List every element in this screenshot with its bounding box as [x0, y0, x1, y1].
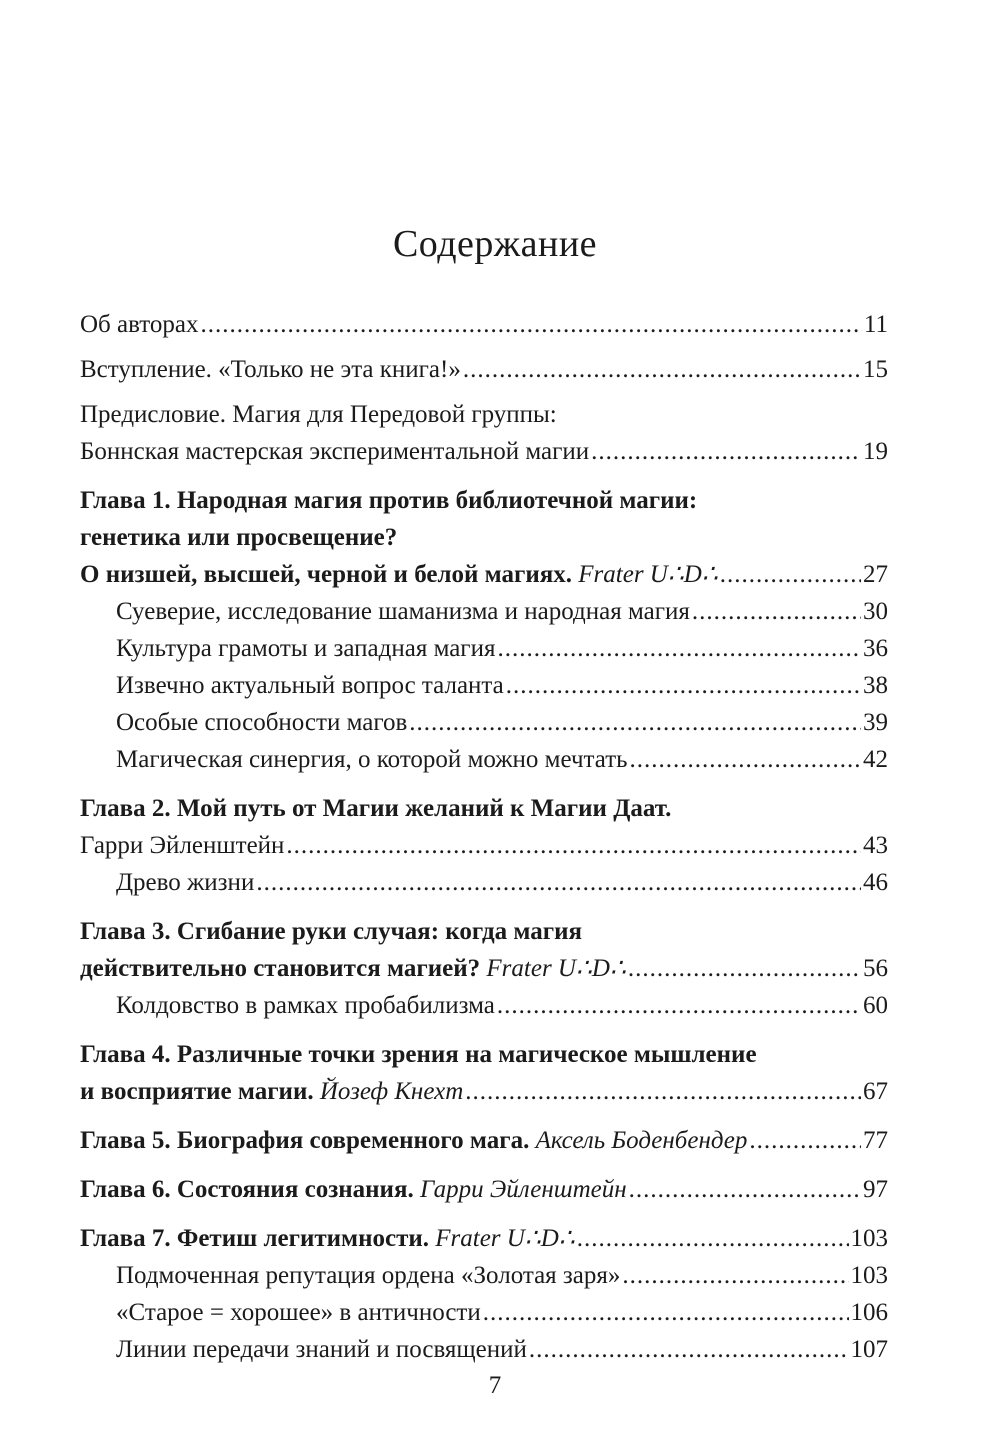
toc-page-number: 39: [863, 709, 888, 736]
chapter-author: Frater U∴D∴: [486, 955, 626, 982]
toc-chapter-2-line1[interactable]: [80, 790, 888, 827]
toc-chapter-3-line2[interactable]: [80, 950, 888, 987]
toc-entry-text: Суеверие, исследование шаманизма и народная магия: [116, 598, 690, 625]
toc-subentry[interactable]: [80, 741, 888, 778]
toc-chapter-2-line2[interactable]: [80, 827, 888, 864]
chapter-title: Глава 1. Народная магия против библиотечной магии:: [80, 487, 698, 514]
toc-entry-preface-line1[interactable]: [80, 396, 888, 433]
toc-page-number: 67: [863, 1078, 888, 1105]
toc-entry-text: Особые способности магов: [116, 709, 408, 736]
toc-subentry[interactable]: [80, 1294, 888, 1331]
toc-page-number: 97: [863, 1176, 888, 1203]
dot-leader: [409, 704, 861, 741]
chapter-author: Frater U∴D∴: [578, 561, 718, 588]
toc-chapter-7[interactable]: [80, 1220, 888, 1257]
chapter-author: Йозеф Кнехт: [319, 1078, 464, 1105]
toc-subentry[interactable]: [80, 1257, 888, 1294]
toc-chapter-1-line3[interactable]: [80, 556, 888, 593]
chapter-author: Гарри Эйленштейн: [80, 832, 285, 859]
toc-page-number: 103: [850, 1225, 888, 1252]
dot-leader: [630, 741, 861, 778]
toc-page-number: 106: [850, 1299, 888, 1326]
dot-leader: [629, 1171, 861, 1208]
table-of-contents: [80, 306, 888, 1368]
toc-entry-text: Боннская мастерская экспериментальной магии: [80, 438, 590, 465]
toc-entry-text: Культура грамоты и западная магия: [116, 635, 496, 662]
toc-entry-authors[interactable]: [80, 306, 888, 343]
toc-entry-text: Извечно актуальный вопрос таланта: [116, 672, 504, 699]
page-number: 7: [488, 1372, 502, 1399]
chapter-title: [80, 950, 626, 987]
toc-entry-text: Магическая синергия, о которой можно мечтать: [116, 746, 628, 773]
toc-chapter-4-line2[interactable]: [80, 1073, 888, 1110]
chapter-title: [80, 1171, 627, 1208]
toc-subentry[interactable]: [80, 667, 888, 704]
chapter-title-text: Глава 7. Фетиш легитимности.: [80, 1225, 429, 1252]
toc-entry-text: Вступление. «Только не эта книга!»: [80, 356, 461, 383]
toc-page-number: 30: [863, 598, 888, 625]
chapter-title: Глава 4. Различные точки зрения на магическое мышление: [80, 1041, 757, 1068]
toc-entry-intro[interactable]: [80, 351, 888, 388]
dot-leader: [720, 556, 861, 593]
toc-page-number: 46: [863, 869, 888, 896]
toc-subentry[interactable]: [80, 1331, 888, 1368]
chapter-title-text: Глава 5. Биография современного мага.: [80, 1127, 530, 1154]
chapter-author: Frater U∴D∴: [435, 1225, 575, 1252]
dot-leader: [483, 1294, 849, 1331]
toc-entry-text: Предисловие. Магия для Передовой группы:: [80, 401, 557, 428]
toc-subentry[interactable]: [80, 630, 888, 667]
dot-leader: [591, 433, 861, 470]
dot-leader: [529, 1331, 849, 1368]
toc-subentry[interactable]: [80, 593, 888, 630]
toc-page-number: 103: [850, 1262, 888, 1289]
toc-chapter-3-line1[interactable]: [80, 913, 888, 950]
toc-subentry[interactable]: [80, 864, 888, 901]
toc-entry-text: Об авторах: [80, 311, 199, 338]
dot-leader: [497, 987, 861, 1024]
toc-page-number: 19: [863, 438, 888, 465]
chapter-title: Глава 3. Сгибание руки случая: когда магия: [80, 918, 583, 945]
chapter-title: генетика или просвещение?: [80, 524, 398, 551]
toc-subentry[interactable]: [80, 987, 888, 1024]
chapter-title-text: и восприятие магии.: [80, 1078, 314, 1105]
toc-entry-preface-line2[interactable]: [80, 433, 888, 470]
toc-entry-text: Линии передачи знаний и посвящений: [116, 1336, 527, 1363]
chapter-author: Гарри Эйленштейн: [419, 1176, 627, 1203]
chapter-title: Глава 2. Мой путь от Магии желаний к Магии Даат.: [80, 795, 672, 822]
toc-entry-text: Колдовство в рамках пробабилизма: [116, 992, 495, 1019]
toc-entry-text: «Старое = хорошее» в античности: [116, 1299, 481, 1326]
toc-page-number: 42: [863, 746, 888, 773]
dot-leader: [506, 667, 861, 704]
dot-leader: [577, 1220, 849, 1257]
toc-page-number: 107: [850, 1336, 888, 1363]
toc-entry-text: Древо жизни: [116, 869, 255, 896]
toc-page-number: 56: [863, 955, 888, 982]
dot-leader: [463, 351, 861, 388]
toc-page-number: 15: [863, 356, 888, 383]
chapter-title-text: Глава 6. Состояния сознания.: [80, 1176, 414, 1203]
toc-page-number: 60: [863, 992, 888, 1019]
toc-chapter-4-line1[interactable]: [80, 1036, 888, 1073]
toc-chapter-1-line2[interactable]: [80, 519, 888, 556]
dot-leader: [286, 827, 861, 864]
toc-subentry[interactable]: [80, 704, 888, 741]
dot-leader: [749, 1122, 861, 1159]
toc-chapter-1-line1[interactable]: [80, 482, 888, 519]
chapter-title: [80, 1220, 575, 1257]
toc-page-number: 27: [863, 561, 888, 588]
toc-page-number: 43: [863, 832, 888, 859]
dot-leader: [256, 864, 861, 901]
toc-page-number: 11: [863, 311, 888, 338]
toc-chapter-6[interactable]: [80, 1171, 888, 1208]
chapter-title: [80, 556, 718, 593]
chapter-title-text: О низшей, высшей, черной и белой магиях.: [80, 561, 573, 588]
dot-leader: [465, 1073, 861, 1110]
dot-leader: [628, 950, 861, 987]
dot-leader: [201, 306, 862, 343]
dot-leader: [692, 593, 861, 630]
dot-leader: [622, 1257, 848, 1294]
toc-page-number: 77: [863, 1127, 888, 1154]
toc-chapter-5[interactable]: [80, 1122, 888, 1159]
chapter-author: Аксель Боденбендер: [535, 1127, 748, 1154]
chapter-title: [80, 1122, 747, 1159]
chapter-title-text: действительно становится магией?: [80, 955, 481, 982]
toc-page-number: 36: [863, 635, 888, 662]
page-title: Содержание: [392, 223, 598, 265]
toc-entry-text: Подмоченная репутация ордена «Золотая заря»: [116, 1262, 621, 1289]
chapter-title: [80, 1073, 463, 1110]
dot-leader: [497, 630, 861, 667]
toc-page-number: 38: [863, 672, 888, 699]
